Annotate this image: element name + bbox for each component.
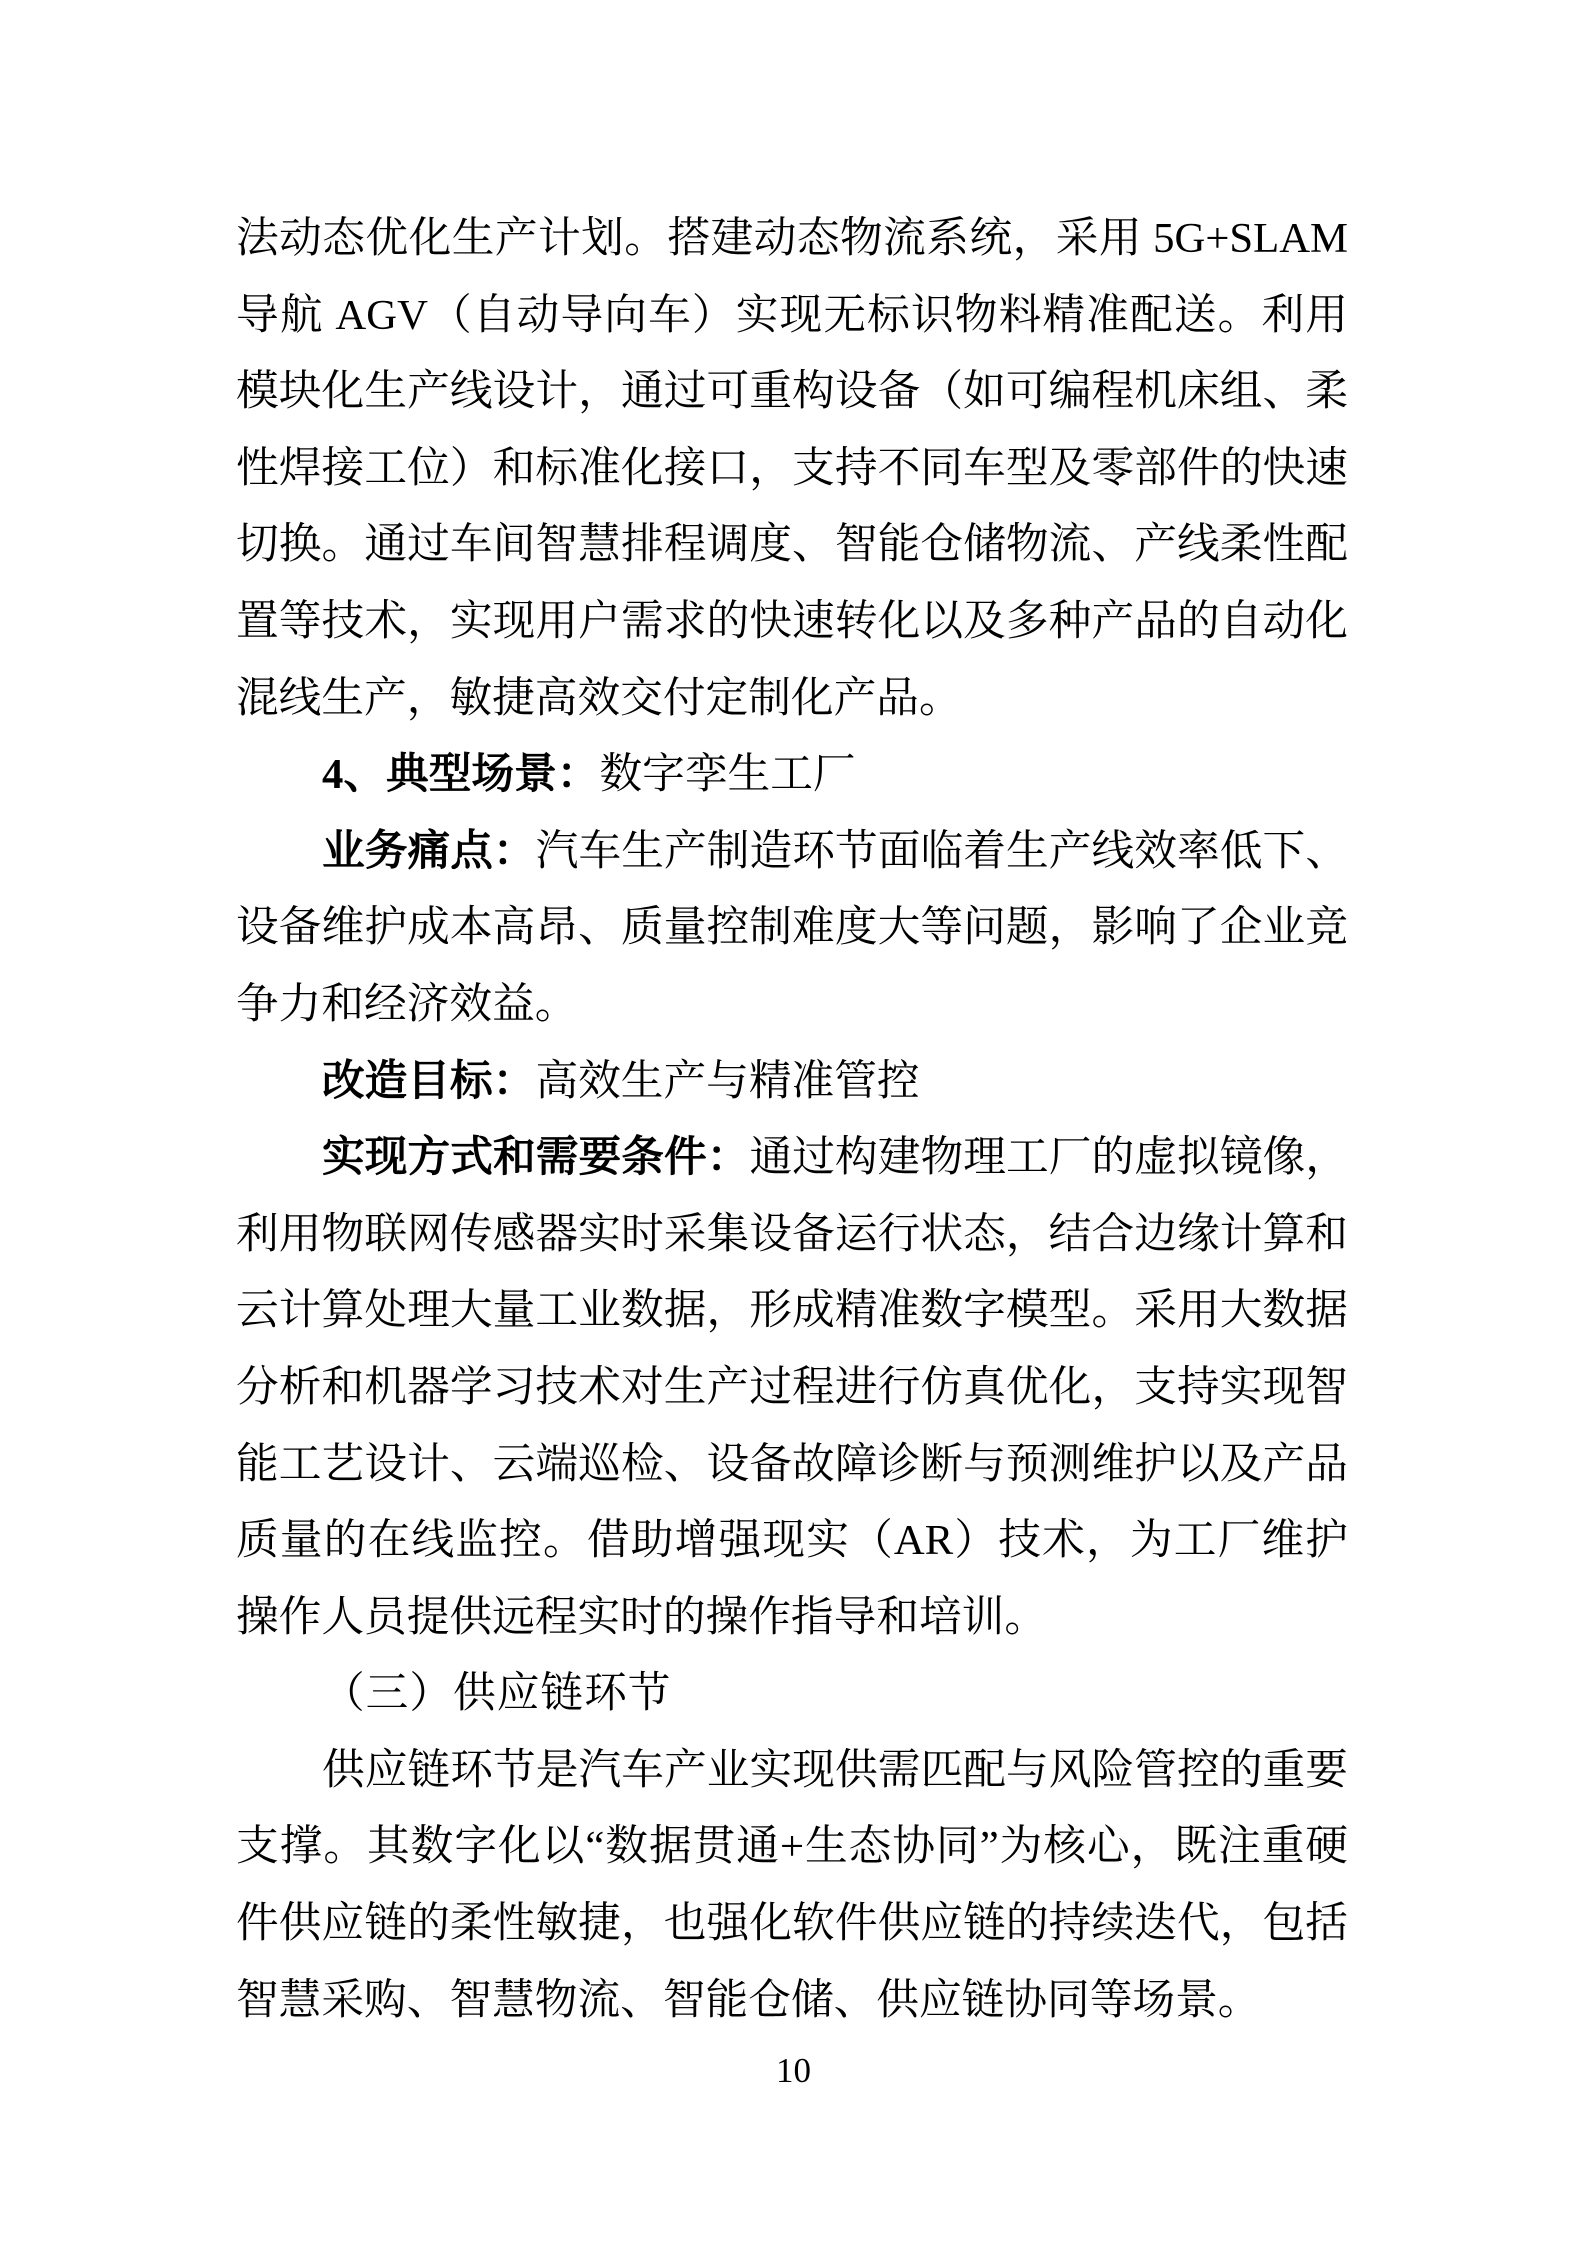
section-3-heading	[236, 1656, 1348, 1733]
pain-point-label: 业务痛点：	[322, 827, 536, 875]
section-3-heading-text: （三）供应链环节	[322, 1670, 672, 1718]
goal-line	[236, 1044, 1348, 1121]
supply-chain-text: 供应链环节是汽车产业实现供需匹配与风险管控的重要支撑。其数字化以“数据贯通+生态协同”为核心，既注重硬件供应链的柔性敏捷，也强化软件供应链的持续迭代，包括智慧采购、智慧物流、智能仓储、供应链协同等场景。	[236, 1746, 1348, 2024]
page-body-text	[236, 201, 1348, 2039]
goal-value: 高效生产与精准管控	[535, 1057, 920, 1105]
page-number: 10	[776, 2051, 811, 2090]
supply-chain-paragraph	[236, 1733, 1348, 2039]
implementation-text: 通过构建物理工厂的虚拟镜像，利用物联网传感器实时采集设备运行状态，结合边缘计算和云计算处理大量工业数据，形成精准数字模型。采用大数据分析和机器学习技术对生产过程进行仿真优化，支持实现智能工艺设计、云端巡检、设备故障诊断与预测维护以及产品质量的在线监控。借助增强现实（AR）技术，为工厂维护操作人员提供远程实时的操作指导和培训。	[236, 1134, 1349, 1641]
pain-point-paragraph	[236, 814, 1348, 1044]
goal-label: 改造目标：	[322, 1057, 536, 1105]
implementation-paragraph	[236, 1120, 1348, 1656]
continued-paragraph-text: 法动态优化生产计划。搭建动态物流系统，采用 5G+SLAM 导航 AGV（自动导向车）实现无标识物料精准配送。利用模块化生产线设计，通过可重构设备（如可编程机床组、柔性焊接工位）和标准化接口，支持不同车型及零部件的快速切换。通过车间智慧排程调度、智能仓储物流、产线柔性配置等技术，实现用户需求的快速转化以及多种产品的自动化混线生产，敏捷高效交付定制化产品。	[236, 215, 1348, 722]
scene-heading	[236, 737, 1348, 814]
scene-heading-label: 4、典型场景：	[322, 751, 600, 799]
implementation-label: 实现方式和需要条件：	[322, 1134, 750, 1182]
pain-point-text: 汽车生产制造环节面临着生产线效率低下、设备维护成本高昂、质量控制难度大等问题，影响了企业竞争力和经济效益。	[236, 827, 1349, 1028]
continued-paragraph	[236, 201, 1348, 737]
scene-heading-value: 数字孪生工厂	[599, 751, 856, 799]
